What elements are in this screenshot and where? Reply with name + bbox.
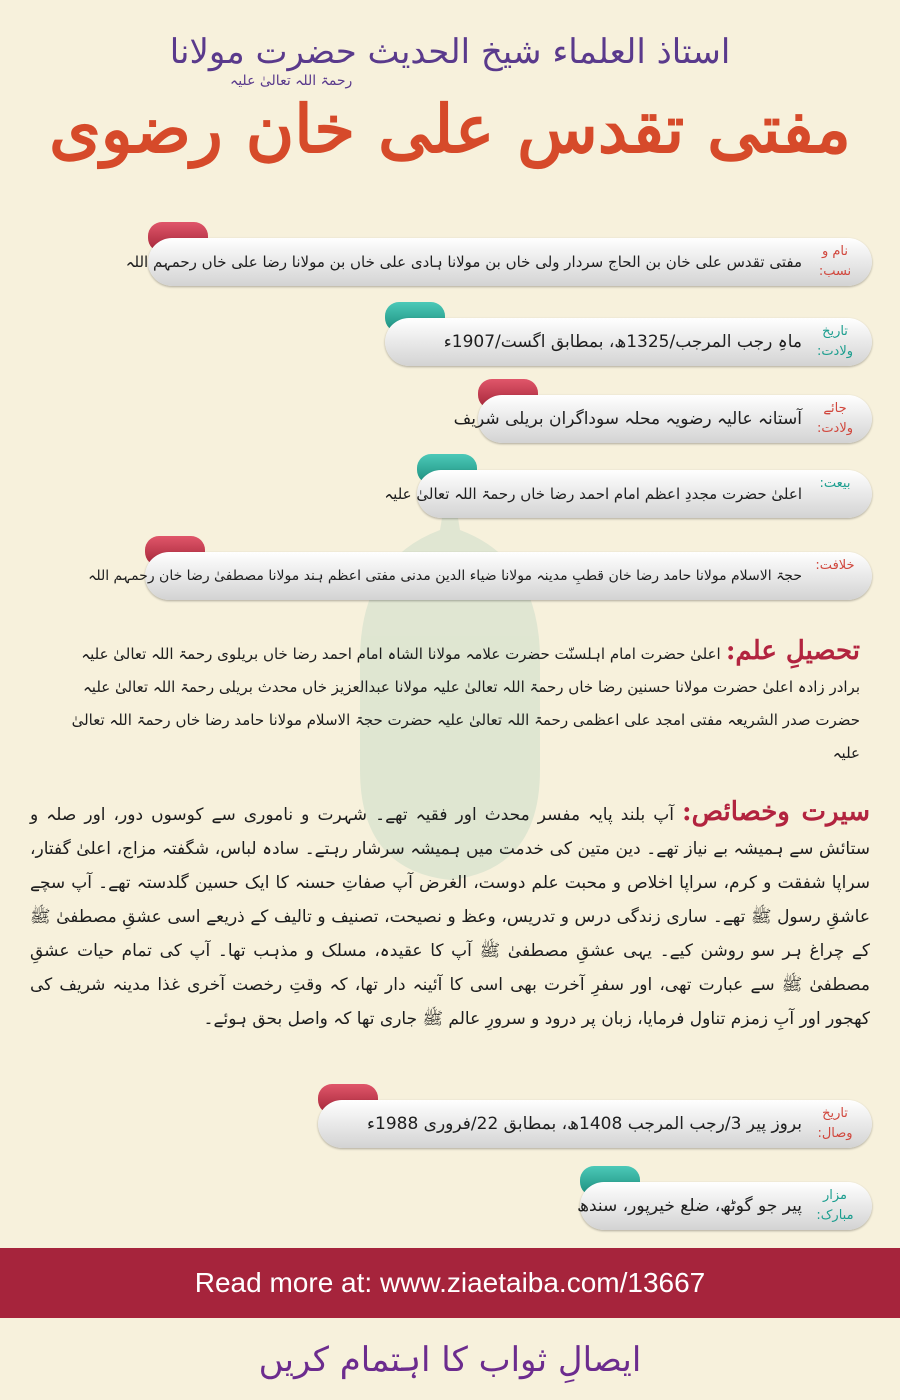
row-death-date — [318, 1100, 872, 1152]
row-label: جائے ولادت: — [816, 401, 854, 436]
read-more-link[interactable]: Read more at: www.ziaetaiba.com/13667 — [0, 1248, 900, 1318]
row-label: نام و نسب: — [818, 244, 852, 279]
row-label: خلافت: — [815, 558, 855, 573]
education-line: اعلیٰ حضرت امام اہلسنّت حضرت علامہ مولانا الشاہ امام احمد رضا خاں بریلوی رحمۃ اللہ تعالیٰ علیہ — [81, 645, 721, 663]
row-birth-place — [453, 395, 872, 447]
row-text: حجۃ الاسلام مولانا حامد رضا خان قطبِ مدینہ مولانا ضیاء الدین مدنی مفتی اعظم ہند مولانا مصطفیٰ رضا خان رحمہم اللہ — [88, 568, 802, 584]
row-label: تاریخ وصال: — [817, 1106, 853, 1141]
page-subtitle: استاذ العلماء شیخ الحدیث حضرت مولانا — [169, 32, 731, 72]
row-caliphate — [88, 552, 872, 604]
row-label: تاریخ ولادت: — [816, 324, 854, 359]
row-text: ماہِ رجب المرجب/1325ھ، بمطابق اگست/1907ء — [443, 332, 802, 352]
row-allegiance — [384, 470, 872, 522]
character-text: آپ بلند پایہ مفسر محدث اور فقیہ تھے۔ شہرت و ناموری سے کوسوں دور، اور صلہ و ستائش سے ہمیشہ بے نیاز تھے۔ دین متین کی خدمت میں ہمیشہ سرشار رہتے۔ سادہ لباس، شگفتہ مزاج، اعلیٰ گفتار، سراپا شفقت و کرم، سراپا اخلاص و محبت علم دوست، الغرض آپ صفاتِ حسنہ کا ایک حسین گلدستہ تھے۔ آپ سچے عاشقِ رسول ﷺ تھے۔ ساری زندگی درس و تدریس، وعظ و نصیحت، تصنیف و تالیف کے ذریعے اسی عشقِ مصطفیٰ ﷺ کے چراغ ہر سو روشن کیے۔ یہی عشقِ مصطفیٰ ﷺ آپ کا عقیدہ، مسلک و مذہب تھا۔ آپ کی تمام حیات عشقِ مصطفیٰ ﷺ سے عبارت تھی، اور سفرِ آخرت بھی اسی کا آئینہ دار تھا، کہ وقتِ رخصت آخری غذا مدینہ شریف کی کھجور اور آبِ زمزم تناول فرمایا، زبان پر درود و سرورِ عالم ﷺ جاری تھا کہ واصل بحق ہوئے۔ — [30, 805, 870, 1029]
row-text: پیر جو گوٹھ، ضلع خیرپور، سندھ — [577, 1196, 802, 1216]
row-shrine — [577, 1182, 872, 1234]
title-honorific: رحمۃ اللہ تعالیٰ علیہ — [230, 73, 353, 89]
closing-message: ایصالِ ثواب کا اہتمام کریں — [258, 1340, 642, 1380]
education-line: برادر زادہ اعلیٰ حضرت مولانا حسنین رضا خاں رحمۃ اللہ تعالیٰ علیہ مولانا عبدالعزیز خاں محدث بریلی رحمۃ اللہ تعالیٰ علیہ — [83, 678, 860, 696]
education-section — [40, 636, 860, 770]
character-heading: سیرت وخصائص: — [682, 797, 870, 827]
page-title: مفتی تقدس علی خان رضوی — [49, 90, 851, 168]
row-text: بروز پیر 3/رجب المرجب 1408ھ، بمطابق 22/فروری 1988ء — [367, 1114, 802, 1134]
header — [0, 25, 900, 173]
row-lineage — [125, 238, 872, 290]
education-heading: تحصیلِ علم: — [725, 636, 860, 666]
character-paragraph — [30, 795, 870, 1036]
row-label: مزار مبارک: — [816, 1188, 854, 1223]
row-text: اعلیٰ حضرت مجددِ اعظم امام احمد رضا خاں رحمۃ اللہ تعالیٰ علیہ — [384, 485, 802, 503]
row-birth-date — [385, 318, 872, 370]
character-section — [30, 795, 870, 1036]
education-line: حضرت صدر الشریعہ مفتی امجد علی اعظمی رحمۃ اللہ تعالیٰ علیہ حضرت حجۃ الاسلام مولانا حامد رضا خاں رحمۃ اللہ تعالیٰ علیہ — [71, 711, 860, 762]
row-label: بیعت: — [819, 476, 851, 491]
row-text: مفتی تقدس علی خان بن الحاج سردار ولی خاں بن مولانا ہادی علی خاں بن مولانا رضا علی خاں رحمہم اللہ — [125, 253, 802, 271]
row-text: آستانہ عالیہ رضویہ محلہ سوداگران بریلی شریف — [453, 409, 802, 429]
